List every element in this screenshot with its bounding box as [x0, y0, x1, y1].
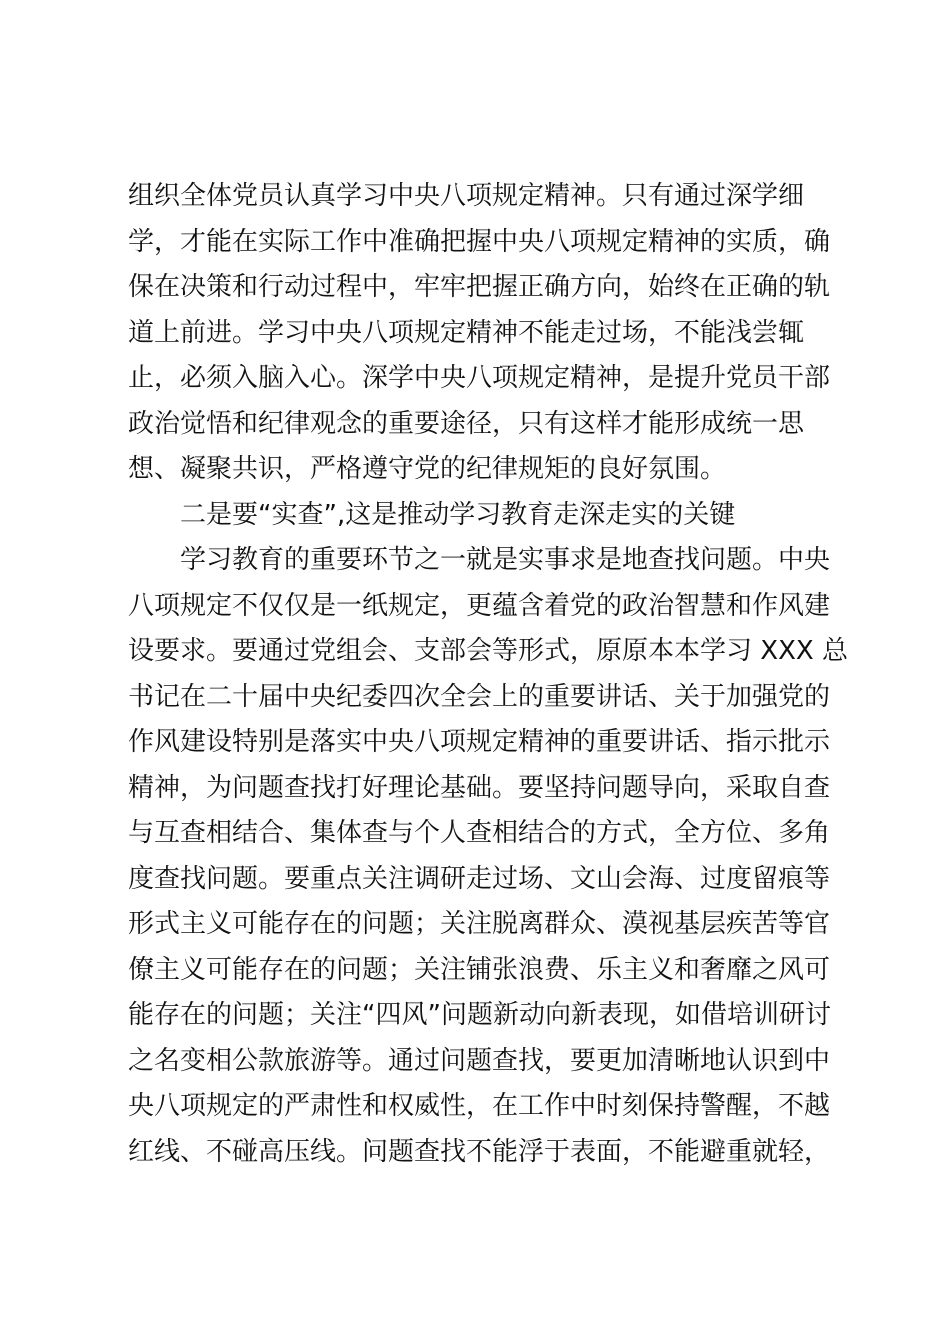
text-line: 保在决策和行动过程中，牢牢把握正确方向，始终在正确的轨 [128, 272, 831, 302]
text-line: 僚主义可能存在的问题；关注铺张浪费、乐主义和奢靡之风可 [128, 954, 831, 985]
body-text [128, 174, 848, 1175]
text-line: 政治觉悟和纪律观念的重要途径，只有这样才能形成统一思 [128, 408, 805, 439]
text-line: 作风建设特别是落实中央八项规定精神的重要讲话、指示批示 [128, 727, 831, 757]
text-line: 八项规定不仅仅是一纸规定，更蕴含着党的政治智慧和作风建 [128, 590, 831, 621]
text-line: 能存在的问题；关注“四风”问题新动向新表现，如借培训研讨 [128, 1000, 831, 1030]
text-line: 组织全体党员认真学习中央八项规定精神。只有通过深学细 [128, 181, 805, 211]
text-line: 与互查相结合、集体查与个人查相结合的方式，全方位、多角 [128, 818, 831, 848]
text-line: 学，才能在实际工作中准确把握中央八项规定精神的实质，确 [128, 226, 831, 257]
text-line: 红线、不碰高压线。问题查找不能浮于表面，不能避重就轻， [128, 1136, 831, 1167]
text-line: 道上前进。学习中央八项规定精神不能走过场，不能浅尝辄 [128, 317, 805, 348]
text-line: 央八项规定的严肃性和权威性，在工作中时刻保持警醒，不越 [128, 1091, 831, 1121]
text-line: 形式主义可能存在的问题；关注脱离群众、漠视基层疾苦等官 [128, 909, 831, 939]
text-line: 书记在二十届中央纪委四次全会上的重要讲话、关于加强党的 [128, 681, 831, 712]
text-line: 度查找问题。要重点关注调研走过场、文山会海、过度留痕等 [128, 863, 831, 894]
text-line: 想、凝聚共识，严格遵守党的纪律规矩的良好氛围。 [128, 454, 727, 484]
text-line: 止，必须入脑入心。深学中央八项规定精神，是提升党员干部 [128, 363, 831, 393]
text-line: 之名变相公款旅游等。通过问题查找，要更加清晰地认识到中 [128, 1045, 831, 1076]
text-line: 学习教育的重要环节之一就是实事求是地查找问题。中央 [180, 545, 831, 575]
text-line: 精神，为问题查找打好理论基础。要坚持问题导向，采取自查 [128, 772, 831, 803]
text-line: 设要求。要通过党组会、支部会等形式，原原本本学习 XXX 总 [128, 636, 848, 666]
section-heading: 二是要“实查”,这是推动学习教育走深走实的关键 [180, 499, 736, 530]
